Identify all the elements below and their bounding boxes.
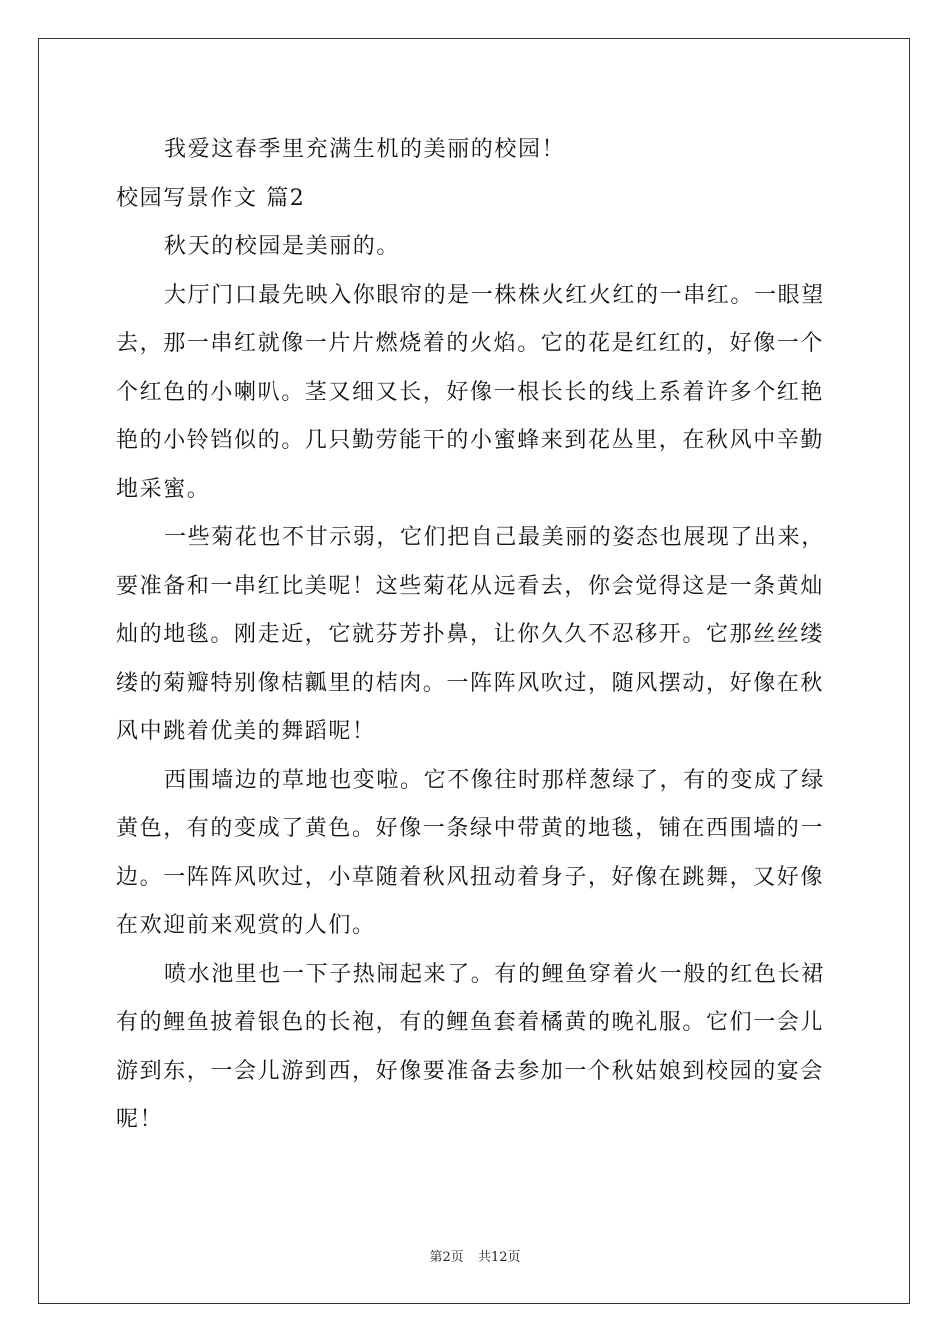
- paragraph-line: 风中跳着优美的舞蹈呢！: [116, 719, 376, 744]
- document-body: [116, 126, 834, 1145]
- paragraph-line: 喷水池里也一下子热闹起来了。有的鲤鱼穿着火一般的红色长裙: [164, 961, 825, 987]
- paragraph-line: 个红色的小喇叭。茎又细又长，好像一根长长的线上系着许多个红艳: [116, 379, 825, 405]
- page-total: 共12页: [477, 1250, 521, 1265]
- page-number: 第2页: [429, 1250, 464, 1265]
- paragraph-line: 一些菊花也不甘示弱，它们把自己最美丽的姿态也展现了出来，: [164, 525, 825, 550]
- paragraph-line: 秋天的校园是美丽的。: [164, 234, 401, 259]
- paragraph-line: 艳的小铃铛似的。几只勤劳能干的小蜜蜂来到花丛里，在秋风中辛勤: [116, 428, 825, 453]
- paragraph-line: 有的鲤鱼披着银色的长袍，有的鲤鱼套着橘黄的晚礼服。它们一会儿: [116, 1010, 825, 1035]
- page-footer: [0, 1246, 950, 1265]
- paragraph-line: 西围墙边的草地也变啦。它不像往时那样葱绿了，有的变成了绿: [164, 767, 825, 793]
- paragraph-line: 灿的地毯。刚走近，它就芬芳扑鼻，让你久久不忍移开。它那丝丝缕: [116, 622, 825, 647]
- paragraph-line: 地采蜜。: [116, 476, 211, 502]
- paragraph-line: 去，那一串红就像一片片燃烧着的火焰。它的花是红红的，好像一个: [116, 331, 825, 356]
- paragraph-line: 呢！: [116, 1107, 164, 1132]
- section-heading: 校园写景作文 篇2: [116, 185, 306, 211]
- paragraph-line: 边。一阵阵风吹过，小草随着秋风扭动着身子，好像在跳舞，又好像: [116, 864, 825, 890]
- paragraph-line: 黄色，有的变成了黄色。好像一条绿中带黄的地毯，铺在西围墙的一: [116, 816, 825, 841]
- paragraph-line: 大厅门口最先映入你眼帘的是一株株火红火红的一串红。一眼望: [164, 282, 825, 308]
- paragraph-line: 游到东，一会儿游到西，好像要准备去参加一个秋姑娘到校园的宴会: [116, 1058, 825, 1084]
- paragraph-line: 在欢迎前来观赏的人们。: [116, 913, 376, 938]
- paragraph-line: 缕的菊瓣特别像桔瓤里的桔肉。一阵阵风吹过，随风摆动，好像在秋: [116, 670, 825, 696]
- paragraph-line: 我爱这春季里充满生机的美丽的校园！: [164, 137, 566, 162]
- paragraph-line: 要准备和一串红比美呢！这些菊花从远看去，你会觉得这是一条黄灿: [116, 573, 825, 599]
